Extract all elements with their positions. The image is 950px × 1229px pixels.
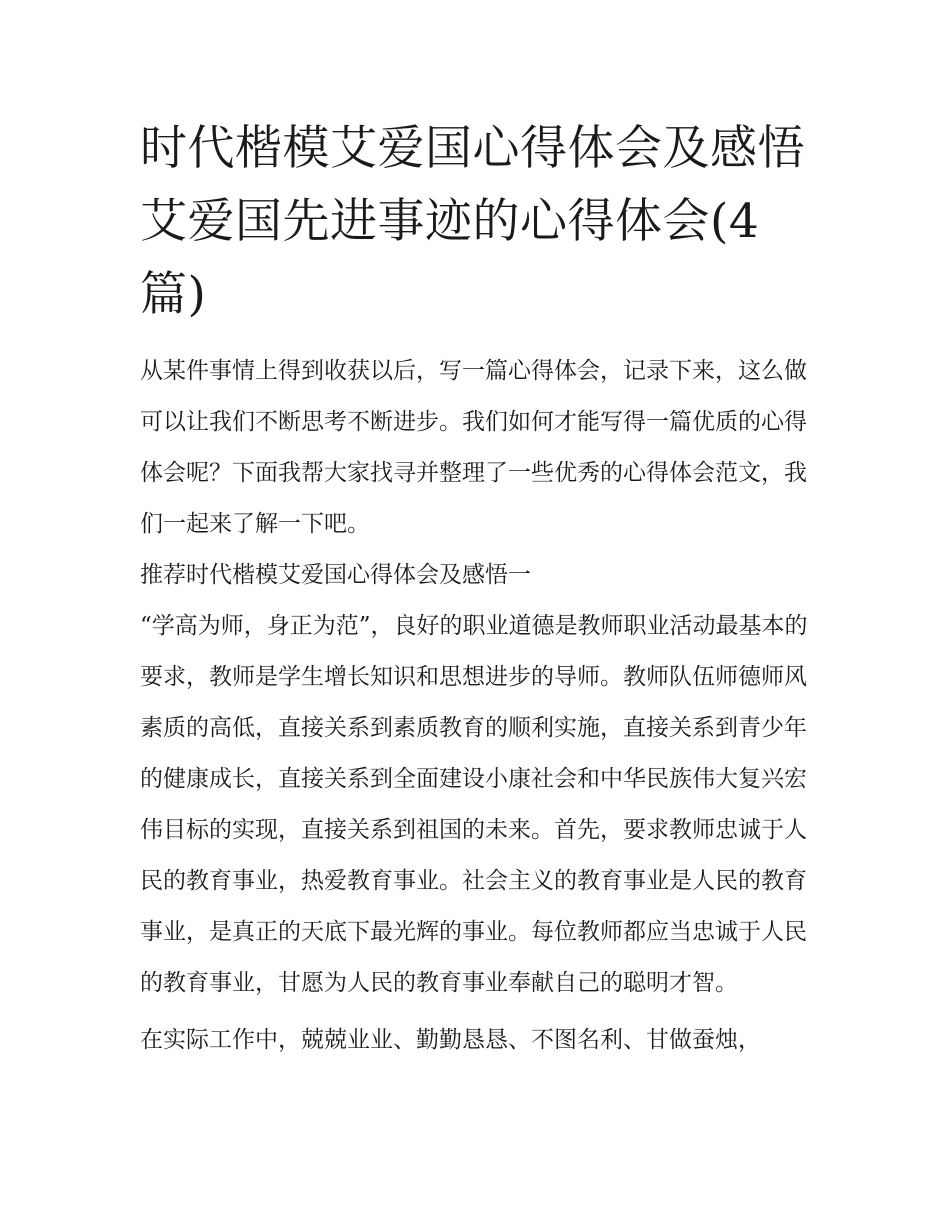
document-body bbox=[140, 346, 815, 1066]
document-title: 时代楷模艾爱国心得体会及感悟 艾爱国先进事迹的心得体会(4篇) bbox=[140, 121, 805, 322]
section-heading: 推荐时代楷模艾爱国心得体会及感悟一 bbox=[140, 562, 531, 588]
body-paragraph: “学高为师，身正为范”，良好的职业道德是教师职业活动最基本的要求，教师是学生增长知识和思想进步的导师。教师队伍师德师风素质的高低，直接关系到素质教育的顺利实施，直接关系到青少年的健康成长，直接关系到全面建设小康社会和中华民族伟大复兴宏伟目标的实现，直接关系到祖国的未来。首先，要求教师忠诚于人民的教育事业，热爱教育事业。社会主义的教育事业是人民的教育事业，是真正的天底下最光辉的事业。每位教师都应当忠诚于人民的教育事业，甘愿为人民的教育事业奉献自己的聪明才智。 bbox=[140, 613, 808, 996]
body-paragraph: 在实际工作中，兢兢业业、勤勤恳恳、不图名利、甘做蚕烛， bbox=[140, 1027, 761, 1053]
document-page bbox=[140, 112, 815, 1066]
intro-paragraph: 从某件事情上得到收获以后，写一篇心得体会，记录下来，这么做可以让我们不断思考不断进步。我们如何才能写得一篇优质的心得体会呢？下面我帮大家找寻并整理了一些优秀的心得体会范文，我们一起来了解一下吧。 bbox=[140, 358, 807, 537]
